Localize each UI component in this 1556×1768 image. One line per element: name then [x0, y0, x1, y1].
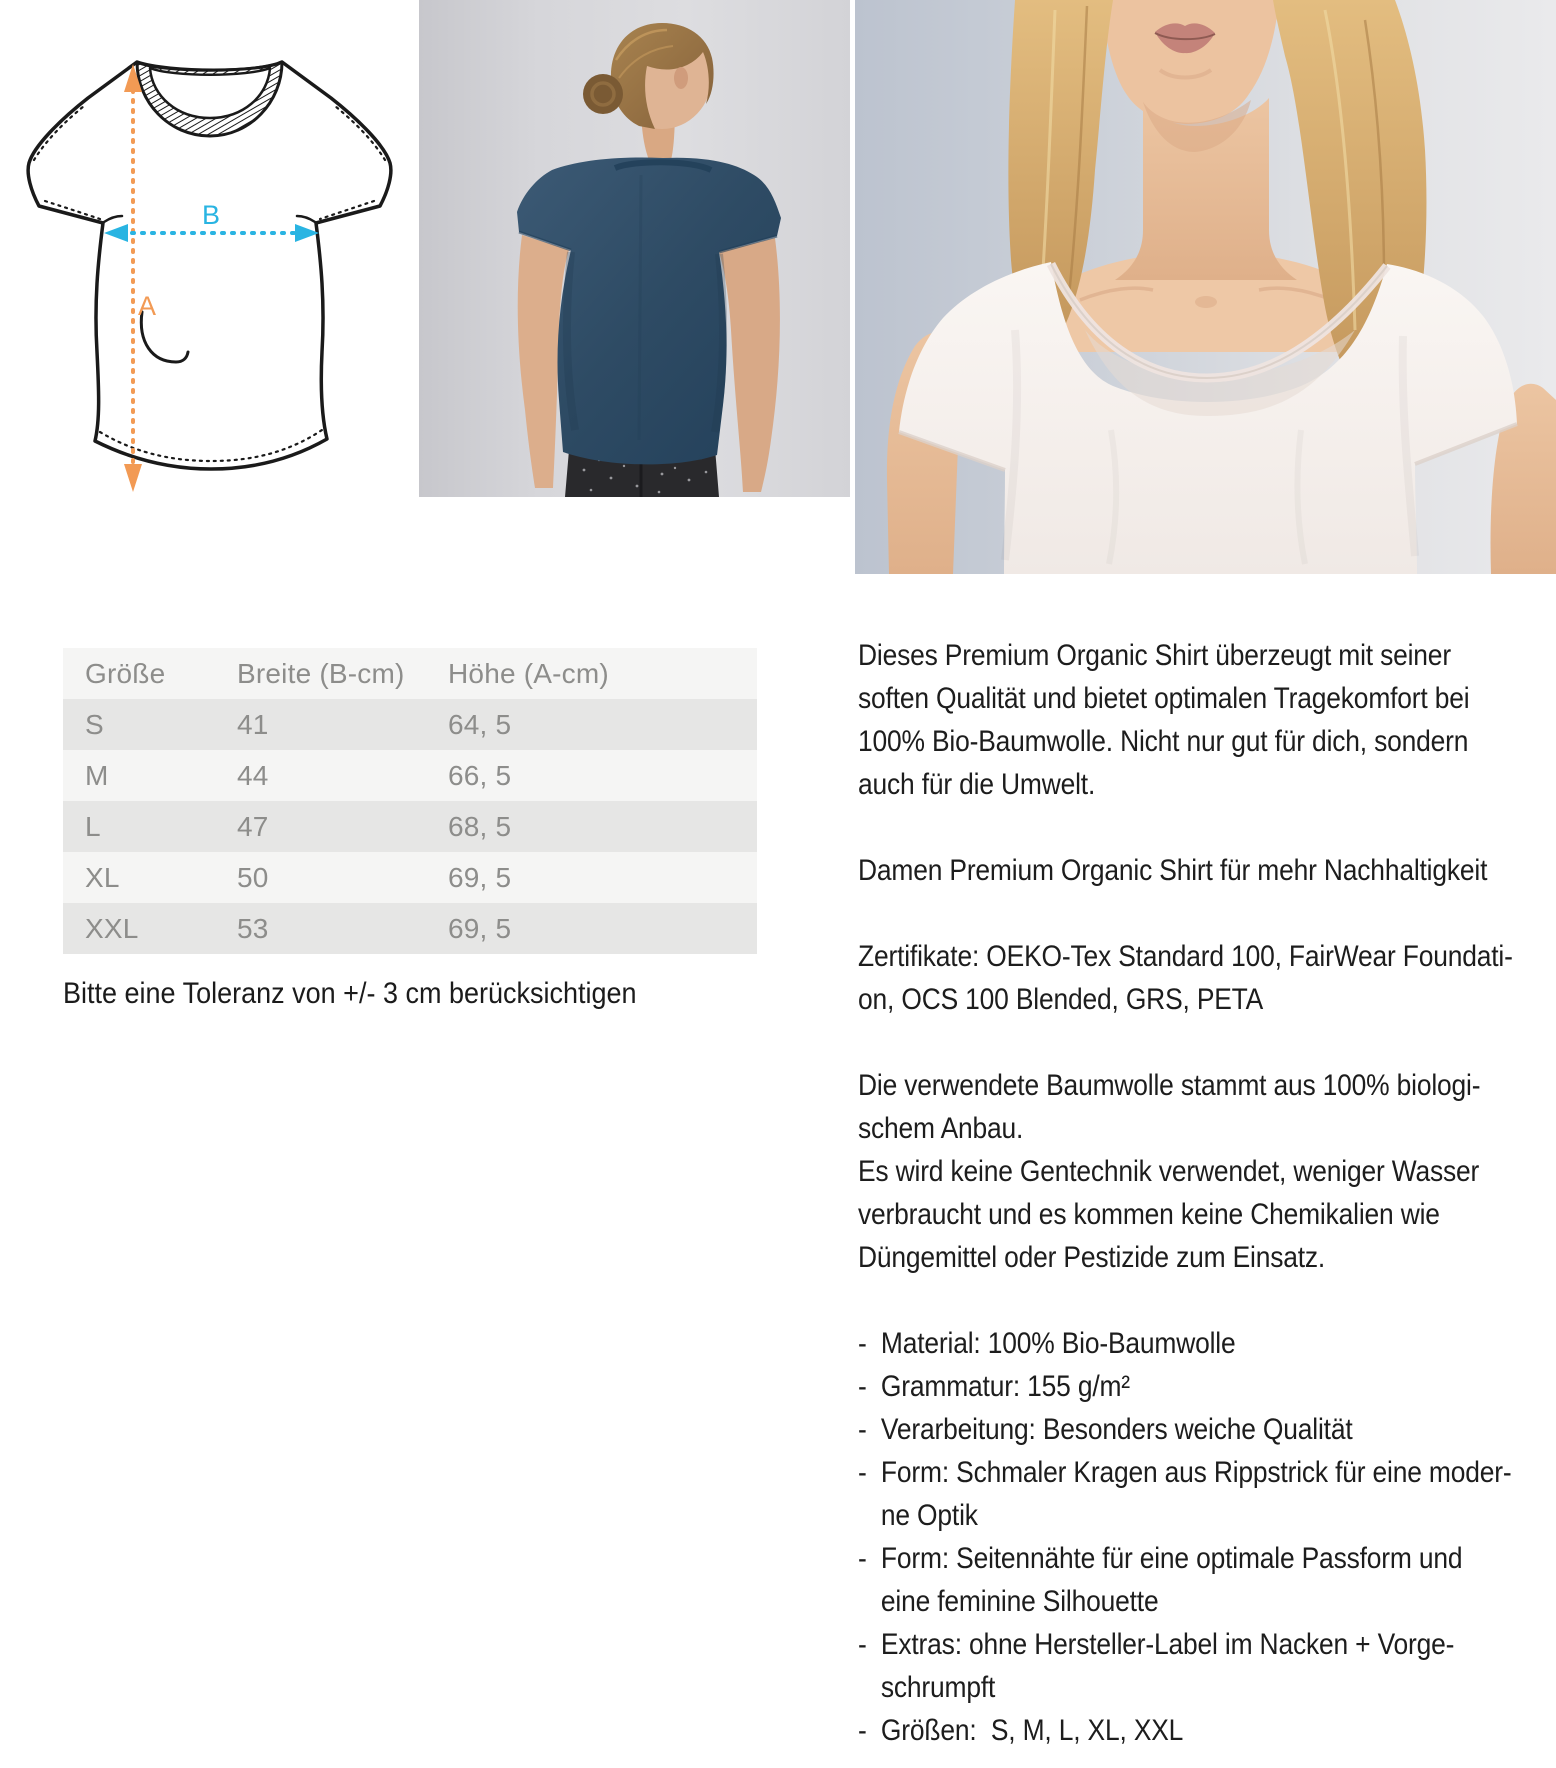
- tshirt-measurement-diagram: [0, 0, 419, 570]
- table-row-xl: [63, 852, 757, 903]
- feature-groessen: - Größen: S, M, L, XL, XXL: [858, 1714, 1184, 1747]
- table-row-m: [63, 750, 757, 801]
- description-cotton-paragraph: Die verwendete Baumwolle stammt aus 100% biologi- schem Anbau. Es wird keine Gentechnik verwendet, weniger Wasser verbraucht und es kommen keine Chemikalien wie Düngemittel oder Pestizide zum Einsatz.: [858, 1069, 1481, 1274]
- back-view-illustration: [419, 0, 850, 497]
- size-cell: XL: [85, 861, 120, 893]
- breite-cell: 41: [237, 708, 269, 740]
- breite-cell: 47: [237, 810, 269, 842]
- tolerance-note: Bitte eine Toleranz von +/- 3 cm berücksichtigen: [63, 977, 637, 1010]
- front-closeup-illustration: [855, 0, 1556, 574]
- breite-cell: 50: [237, 861, 269, 893]
- breite-cell: 53: [237, 912, 269, 944]
- description-tagline: Damen Premium Organic Shirt für mehr Nachhaltigkeit: [858, 854, 1488, 887]
- tshirt-outline-drawing: [28, 62, 391, 469]
- column-header-groesse: Größe: [85, 657, 166, 689]
- photo-front-closeup: [855, 0, 1556, 574]
- label-A: A: [138, 291, 157, 321]
- description-feature-list: - Material: 100% Bio-Baumwolle - Grammatur: 155 g/m² - Verarbeitung: Besonders weiche Qualität - Form: Schmaler Kragen aus Rippstrick für eine moder- ne Optik - Form: Seitennähte für eine optimale Passform und eine feminine Silhouette - Extras: ohne Hersteller-Label im Nacken + Vorge- schrumpft - Größen: S, M, L, XL, XXL: [858, 1322, 1553, 1752]
- product-description: [858, 634, 1553, 1752]
- feature-extras: - Extras: ohne Hersteller-Label im Nacken + Vorge-: [858, 1628, 1455, 1661]
- size-cell: XXL: [85, 912, 139, 944]
- hoehe-cell: 68, 5: [448, 810, 512, 842]
- column-header-hoehe: Höhe (A-cm): [448, 657, 609, 689]
- table-row-s: [63, 699, 757, 750]
- hoehe-cell: 69, 5: [448, 861, 512, 893]
- size-table-header-row: [63, 648, 757, 699]
- hoehe-cell: 64, 5: [448, 708, 512, 740]
- table-row-l: [63, 801, 757, 852]
- feature-grammatur: - Grammatur: 155 g/m²: [858, 1370, 1130, 1403]
- table-row-xxl: [63, 903, 757, 954]
- description-certificates: Zertifikate: OEKO-Tex Standard 100, FairWear Foundati- on, OCS 100 Blended, GRS, PETA: [858, 940, 1513, 1016]
- label-B: B: [202, 200, 221, 230]
- column-header-breite: Breite (B-cm): [237, 657, 405, 689]
- size-cell: M: [85, 759, 109, 791]
- size-table: [63, 648, 757, 954]
- description-intro-paragraph: Dieses Premium Organic Shirt überzeugt mit seiner soften Qualität und bietet optimalen Tragekomfort bei 100% Bio-Baumwolle. Nicht nur gut für dich, sondern auch für die Umwelt.: [858, 639, 1470, 801]
- size-cell: S: [85, 708, 104, 740]
- feature-material: - Material: 100% Bio-Baumwolle: [858, 1327, 1236, 1360]
- size-cell: L: [85, 810, 101, 842]
- feature-form-kragen: - Form: Schmaler Kragen aus Rippstrick für eine moder-: [858, 1456, 1512, 1489]
- feature-verarbeitung: - Verarbeitung: Besonders weiche Qualität: [858, 1413, 1353, 1446]
- hoehe-cell: 69, 5: [448, 912, 512, 944]
- photo-back-view: [419, 0, 850, 497]
- breite-cell: 44: [237, 759, 269, 791]
- feature-form-naehte: - Form: Seitennähte für eine optimale Passform und: [858, 1542, 1463, 1575]
- hoehe-cell: 66, 5: [448, 759, 512, 791]
- size-diagram-panel: [0, 0, 419, 570]
